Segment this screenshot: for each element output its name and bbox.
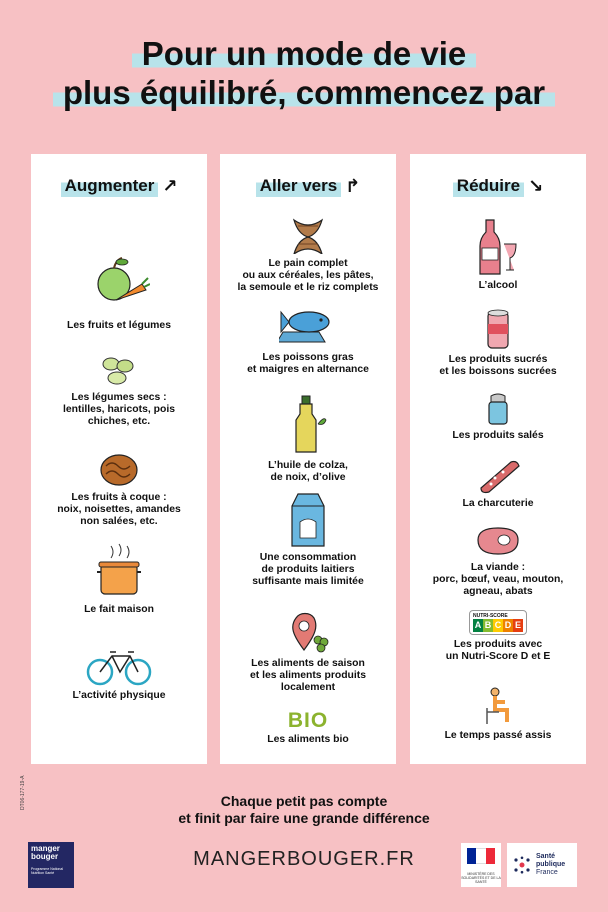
item-label: La charcuterie [462,498,534,509]
item-sucres [410,308,586,378]
item-charcuterie [410,456,586,510]
nutriscore-letter: D [504,620,512,630]
item-saison-local [220,608,396,694]
footer-tagline: Chaque petit pas compte et finit par faire une grande différence [178,793,430,826]
item-label: L’activité physique [72,690,166,701]
item-temps-assis [410,686,586,742]
item-legumes-secs [31,354,207,428]
nutriscore-letter: A [474,620,482,630]
sante-publique-dots-icon [513,856,531,874]
item-poissons [220,302,396,376]
website-url: MANGERBOUGER.FR [193,848,415,870]
nutriscore-icon [469,610,527,635]
cooking-pot-icon [95,542,143,600]
column-heading-label: Aller vers [256,174,342,198]
item-label: Le fait maison [84,604,154,615]
item-fruits-coque [31,452,207,528]
item-label: Une consommation de produits laitiers suffisante mais limitée [252,552,364,587]
logo-sp-label [536,853,565,877]
seated-person-icon [481,686,515,726]
item-fruits-legumes [31,254,207,332]
pasta-icon [288,216,328,254]
column-heading-label: Réduire [453,174,524,198]
arrow-right-turn-icon: ↱ [345,176,361,196]
item-label: Le pain complet ou aux céréales, les pâtes, la semoule et le riz complets [237,258,379,293]
item-label: La viande : porc, bœuf, veau, mouton, agneau, abats [432,562,564,597]
item-produits-laitiers [220,492,396,588]
logo-mb-subtitle: Programme National Nutrition Santé [31,867,64,875]
item-label: L’huile de colza, de noix, d’olive [268,460,348,483]
republique-francaise-logo [461,843,501,887]
item-cereales-completes [220,216,396,294]
sausage-icon [475,456,521,494]
soda-can-icon [483,308,513,350]
location-grapes-icon [286,608,330,654]
item-label: Le temps passé assis [444,730,552,741]
steak-icon [474,524,522,558]
nutriscore-letter: B [484,620,492,630]
oil-bottle-icon [288,394,328,456]
legumes-icon [99,354,139,388]
item-bio [220,710,396,746]
item-label: Les fruits et légumes [67,320,171,331]
fish-icon [279,302,337,348]
item-sales [410,392,586,442]
column-heading-label: Augmenter [61,174,159,198]
item-huiles [220,394,396,484]
arrow-up-right-icon: ↗ [162,176,178,196]
item-label: Les légumes secs : lentilles, haricots, pois chiches, etc. [62,392,176,427]
item-viande [410,524,586,598]
poster-title [0,36,608,111]
item-alcool [410,218,586,292]
item-nutriscore [410,610,586,663]
item-label: Les produits avec un Nutri-Score D et E [445,639,551,662]
nutriscore-title: NUTRI-SCORE [473,613,508,619]
item-activite-physique [31,644,207,702]
wine-icon [476,218,520,276]
column-reduire [410,154,586,764]
title-line-2: plus équilibré, commencez par [53,75,555,111]
apple-carrot-icon [88,254,150,316]
french-flag-icon [467,848,495,864]
walnut-icon [98,452,140,488]
logo-sp-title: Santé publique [536,853,566,868]
milk-carton-icon [288,492,328,548]
column-heading [31,174,207,198]
item-label: Les produits sucrés et les boissons sucrées [439,354,557,377]
item-fait-maison [31,542,207,616]
logo-mb-title: manger bouger [31,844,60,861]
column-aller-vers [220,154,396,764]
arrow-down-right-icon: ↘ [528,176,544,196]
item-label: Les aliments bio [267,734,349,745]
logo-sp-subtitle: France [536,869,558,876]
salt-shaker-icon [485,392,511,426]
item-label: Les aliments de saison et les aliments produits localement [249,658,367,693]
item-label: Les produits salés [452,430,544,441]
item-label: L’alcool [478,280,518,291]
nutriscore-letter: E [514,620,521,630]
sante-publique-france-logo [507,843,577,887]
column-heading [410,174,586,198]
logo-rf-label: MINISTÈRE DES SOLIDARITÉS ET DE LA SANTÉ [461,872,501,884]
reference-code: DT06-177-19-A [20,775,26,810]
column-heading [220,174,396,198]
item-label: Les poissons gras et maigres en alternance [247,352,369,375]
nutriscore-letter: C [494,620,502,630]
column-augmenter [31,154,207,764]
item-label: Les fruits à coque : noix, noisettes, amandes non salées, etc. [57,492,181,527]
bicycle-icon [86,644,152,686]
bio-icon: BIO [287,709,329,732]
title-line-1: Pour un mode de vie [132,36,477,72]
